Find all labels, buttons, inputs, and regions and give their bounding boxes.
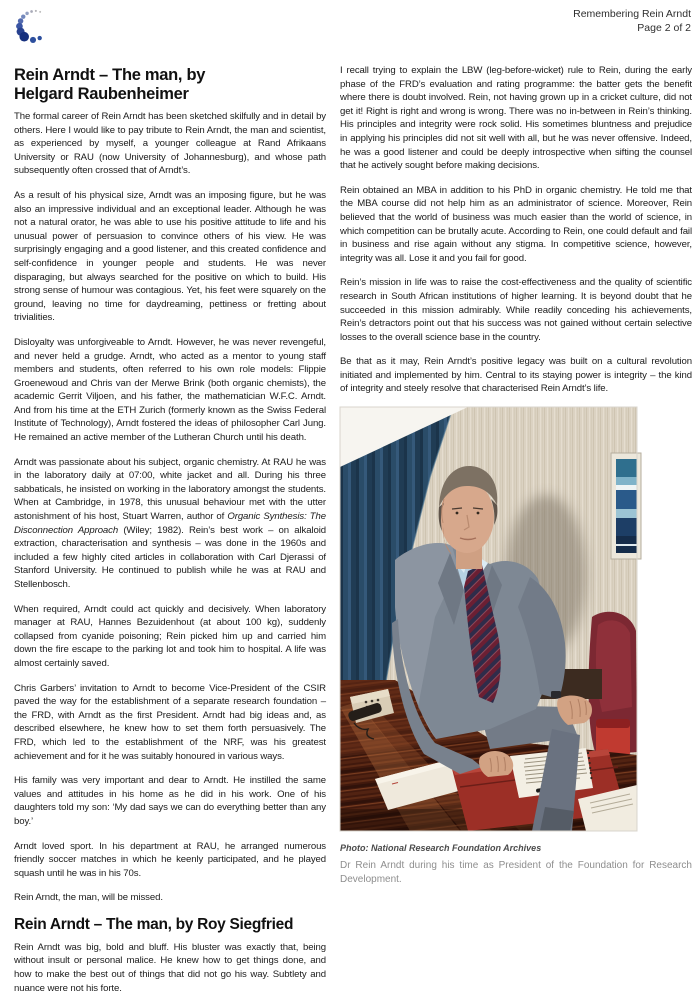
paragraph: When required, Arndt could act quickly and decisively. When laboratory manager at RAU, Hannes Bezuidenhout (at about 100 kg), suddenly collapsed from cyanide poisoning; Rein picked him up and carried him down the fire escape to the parking lot and took him to hospital. A life was almost certainly saved. xyxy=(14,603,326,669)
photo-credit: Photo: National Research Foundation Archives xyxy=(340,843,542,854)
paragraph: Rein obtained an MBA in addition to his PhD in organic chemistry. He told me that the MBA course did not help him as an administrator of science. Moreover, Rein believed that the world of business was much easier than the world of science, in which competition can be brutally acute. According to Rein, one could default and fail in business and rise again without any stigma. In competitive science, however, integrity was all. Lose it and you fail for good. xyxy=(340,184,692,264)
section-heading-siegfried: Rein Arndt – The man, by Roy Siegfried xyxy=(14,915,294,933)
content-columns xyxy=(14,64,692,1006)
right-column xyxy=(340,64,692,1006)
wristwatch xyxy=(551,691,561,698)
paragraph: Disloyalty was unforgiveable to Arndt. However, he was never revengeful, and never held a grudge. Arndt, who acted as a mentor to young staff members and students, often referred to his own role models: Flippie Groenewoud and Chris van der Merwe Brink (both organic chemists), the academic Gerrit Viljoen, and his father, the mathematician W.F.C. Arndt. And from his time at the ETH Zurich (formerly known as the Swiss Federal Institute of Technology), Arndt fostered the ideas of philosopher Carl Jung. He remained an active member of the Lutheran Church until his death. xyxy=(14,336,326,444)
paragraph: Rein Arndt, the man, will be missed. xyxy=(14,892,163,904)
left-column xyxy=(14,64,326,1006)
heading-line: Helgard Raubenheimer xyxy=(14,84,189,103)
paragraph: His family was very important and dear to Arndt. He instilled the same values and attitudes in his home as he did in his work. One of his daughters told my son: ‘My dad says we can do everything better than any boy.’ xyxy=(14,775,326,827)
paragraph: Arndt was passionate about his subject, organic chemistry. At RAU he was in the laboratory daily at 07:00, white jacket and all. During his three sabbaticals, he insisted on working in the laboratory amongst the students. When at Cambridge, in 1978, this unusual behaviour met with the utter astonishment of his host, Stuart Warren, author of Organic Synthesis: The Disconnection Approach (Wiley; 1982). Rein’s best work – on alkaloid extraction, characterisation and synthesis – was done in the 1960s and included a few highly cited articles in collaboration with Carl Djerassi of Stanford University. He continued to publish while he was at RAU and Stellenbosch. xyxy=(14,456,326,590)
paragraph: Rein Arndt was big, bold and bluff. His bluster was exactly that, being without insult or personal malice. He knew how to get things done, and how to make the best out of things that did not go his way. Subtlety and nuance were not his forte. xyxy=(14,941,326,994)
photo-rein-arndt-office xyxy=(340,407,637,831)
paragraph-group-a xyxy=(14,110,326,905)
heading-line: Rein Arndt – The man, by xyxy=(14,66,206,84)
paragraph-group-b xyxy=(14,941,326,995)
paragraph: Arndt loved sport. In his department at RAU, he arranged numerous friendly soccer matches in which he keenly participated, and he played squash until he was in his 70s. xyxy=(14,840,326,879)
paragraph: Chris Garbers’ invitation to Arndt to become Vice-President of the CSIR paved the way for the establishment of a separate research foundation – the FRD, with Arndt as the first President. Arndt had big ideas and, as described elsewhere, he knew how to set them forth persuasively. The FRD, which led to the establishment of the NRF, was his greatest achievement and for it he was suitably honoured in various ways. xyxy=(14,682,326,762)
header-page-number: Page 2 of 2 xyxy=(637,21,691,34)
paragraph: As a result of his physical size, Arndt was an imposing figure, but he was also an impressive individual and an exceptional leader. Although he was not a natural orator, he was able to use his positive attitude to life and his unusual power of persuasion to convince others of his view. He was surprisingly engaging and a good listener, and this created confidence and self-confidence in younger people and students. He was never disparaging, but always searched for the positive on which to build. His strong sense of humour was contagious. Yet, his feet were squarely on the ground, leaving no time for daydreaming, pettiness or fretting about trivialities. xyxy=(14,189,326,324)
section-heading-raubenheimer xyxy=(14,66,326,103)
paragraph-group-c xyxy=(340,64,692,396)
nrf-dots-logo xyxy=(12,5,54,47)
header-title: Remembering Rein Arndt xyxy=(573,8,691,20)
paragraph: The formal career of Rein Arndt has been sketched skilfully and in detail by others. Here I would like to pay tribute to Rein Arndt, the man and scientist, as experienced by myself, a younger colleague at Rand Afrikaans University or RAU (now University of Johannesburg), and whose path subsequently often crossed that of Arndt’s. xyxy=(14,111,326,177)
page-header-info xyxy=(573,8,691,35)
photo-caption: Dr Rein Arndt during his time as President of the Foundation for Research Development. xyxy=(340,860,692,885)
paragraph: Rein’s mission in life was to raise the cost-effectiveness and the quality of scientific research in South African institutions of higher learning. It is beyond doubt that he succeeded in this mission admirably. While readily conceding his achievements, Rein’s detractors point out that his success was not gained without certain selective losses to the overall science base in the country. xyxy=(340,277,692,343)
paragraph: Be that as it may, Rein Arndt’s positive legacy was built on a cultural revolution initiated and implemented by him. Central to its staying power is integrity – the kind of integrity and steely resolve that characterised Rein Arndt’s life. xyxy=(340,356,692,395)
paragraph: I recall trying to explain the LBW (leg-before-wicket) rule to Rein, during the early phase of the FRD’s evaluation and rating programme: the batter gets the benefit where there is doubt involved. Rein, not having grown up in a cricket culture, did not get it! Right is right and wrong is wrong. There was no in-between in Rein’s thinking. His principles and integrity were rock solid. His sometimes bluntness and prejudice in applying his principles did not sit well with all, but he was never offensive. Indeed, he was a good listener and could be deeply introspective when sifting the counsel that he actively sought before making decisions. xyxy=(340,65,692,172)
